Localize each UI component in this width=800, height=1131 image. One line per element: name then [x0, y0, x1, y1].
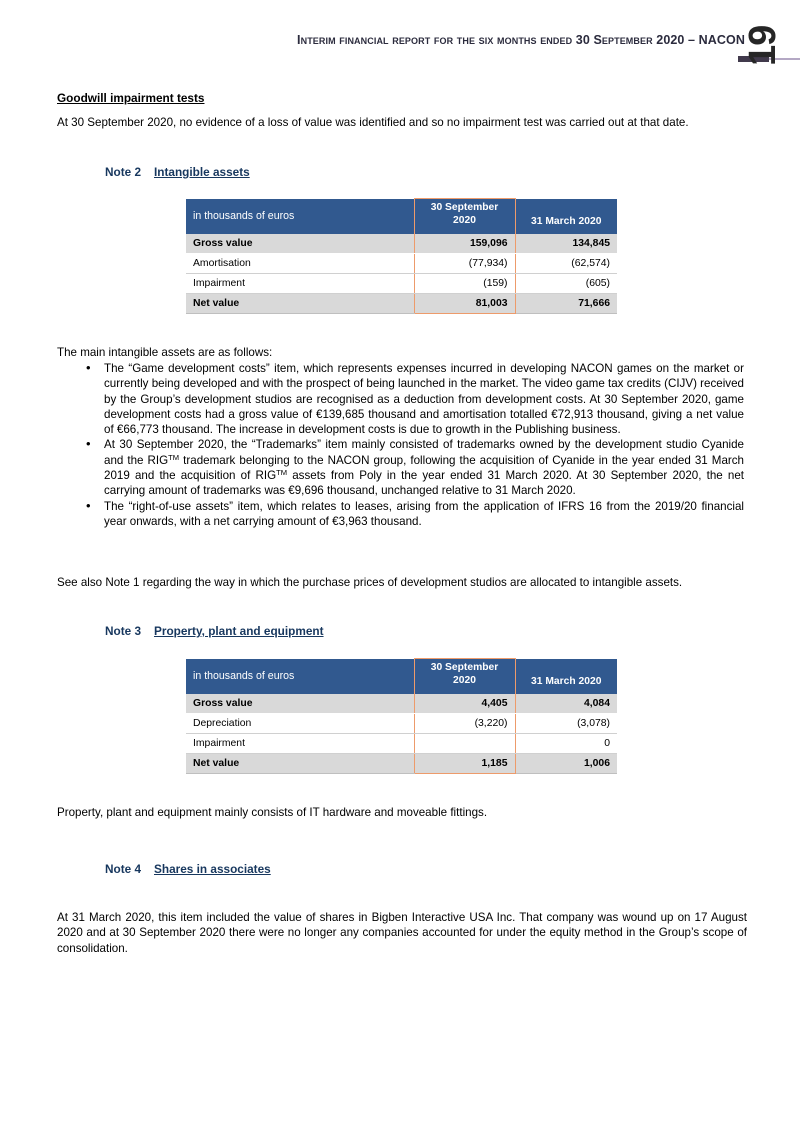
row-label: Gross value — [186, 234, 414, 254]
row-previous: (62,574) — [515, 253, 617, 273]
note4-label: Note 4 — [105, 862, 142, 876]
note2-bullet-list — [57, 361, 744, 529]
col-header-current — [414, 199, 515, 234]
note3-title: Property, plant and equipment — [154, 624, 324, 638]
row-label: Impairment — [186, 273, 414, 293]
row-current: (77,934) — [414, 253, 515, 273]
row-label: Amortisation — [186, 253, 414, 273]
trademark-superscript-1: TM — [168, 452, 180, 462]
list-item-text: The “Game development costs” item, which represents expenses incurred in developing NACON games on the market or currently being developed and with the prospect of being launched in the market. The video game tax credits (CIJV) received by the Group’s development studios are recognised as a deduction from development costs. At 30 September 2020, game development costs had a gross value of €139,685 thousand and amortisation totalled €72,913 thousand, giving a net value of €66,773 thousand. The increase in development costs is due to growth in the Publishing business. — [104, 362, 744, 437]
row-current: 159,096 — [414, 234, 515, 254]
col-header-previous: 31 March 2020 — [515, 659, 617, 694]
col-header-label: in thousands of euros — [186, 199, 414, 234]
row-current: 81,003 — [414, 293, 515, 313]
list-item-text: The “right-of-use assets” item, which relates to leases, arising from the application of IFRS 16 from the 2019/20 financial year onwards, with a net carrying amount of €3,963 thousand. — [104, 499, 744, 528]
col-header-current-line2: 2020 — [453, 214, 476, 226]
goodwill-heading: Goodwill impairment tests — [57, 91, 205, 105]
list-item-text — [104, 438, 744, 497]
row-label: Gross value — [186, 694, 414, 714]
row-label: Net value — [186, 753, 414, 773]
bullet-icon: • — [86, 360, 91, 375]
row-previous: 0 — [515, 733, 617, 753]
running-header — [0, 33, 745, 47]
table-row — [186, 733, 617, 753]
note2-title: Intangible assets — [154, 165, 250, 179]
trademark-text-part3: assets from Poly in the year ended 31 March 2020. At 30 September 2020, the net carrying amount of trademarks was €9,696 thousand, unchanged relative to 31 March 2020. — [104, 469, 744, 498]
list-item — [57, 437, 744, 498]
goodwill-paragraph: At 30 September 2020, no evidence of a loss of value was identified and so no impairment test was carried out at that date. — [57, 116, 689, 129]
note2-heading — [105, 165, 250, 179]
note3-label: Note 3 — [105, 624, 142, 638]
table-header-row — [186, 199, 617, 234]
page-number: 19 — [742, 25, 784, 66]
col-header-current — [414, 659, 515, 694]
row-label: Impairment — [186, 733, 414, 753]
table-row — [186, 253, 617, 273]
trademark-text-part2: trademark belonging to the NACON group, following the acquisition of Cyanide in the year ended 31 March 2019 and the acquisition of RIG — [104, 453, 744, 483]
col-header-current-line2: 2020 — [453, 674, 476, 686]
note2-closing: See also Note 1 regarding the way in which the purchase prices of development studios are allocated to intangible assets. — [57, 576, 683, 589]
row-label: Net value — [186, 293, 414, 313]
row-label: Depreciation — [186, 713, 414, 733]
list-item — [57, 499, 744, 530]
note4-title: Shares in associates — [154, 862, 271, 876]
table-header-row — [186, 659, 617, 694]
trademark-superscript-2: TM — [276, 468, 288, 478]
row-previous: (3,078) — [515, 713, 617, 733]
table-row — [186, 753, 617, 773]
row-previous: 71,666 — [515, 293, 617, 313]
note2-label: Note 2 — [105, 165, 142, 179]
row-previous: 134,845 — [515, 234, 617, 254]
note3-closing: Property, plant and equipment mainly consists of IT hardware and moveable fittings. — [57, 806, 488, 819]
col-header-label: in thousands of euros — [186, 659, 414, 694]
table-row — [186, 713, 617, 733]
row-previous: (605) — [515, 273, 617, 293]
table-row — [186, 234, 617, 254]
bullet-icon: • — [86, 497, 91, 513]
note4-paragraph: At 31 March 2020, this item included the value of shares in Bigben Interactive USA Inc. That company was wound up on 17 August 2020 and at 30 September 2020 there were no longer any companies accounted for under the equity method in the Group’s scope of consolidation. — [57, 911, 747, 955]
col-header-previous: 31 March 2020 — [515, 199, 617, 234]
col-header-current-line1: 30 September — [430, 202, 499, 214]
list-item — [57, 361, 744, 437]
property-plant-equipment-table — [186, 658, 617, 774]
row-current: (3,220) — [414, 713, 515, 733]
note2-intro: The main intangible assets are as follows: — [57, 346, 273, 359]
note4-heading — [105, 862, 271, 876]
intangible-assets-table — [186, 198, 617, 314]
row-previous: 4,084 — [515, 694, 617, 714]
row-previous: 1,006 — [515, 753, 617, 773]
trademark-text-part1: At 30 September 2020, the “Trademarks” item mainly consisted of trademarks owned by the development studio Cyanide and the RIG — [104, 438, 744, 467]
row-current: (159) — [414, 273, 515, 293]
table-row — [186, 694, 617, 714]
row-current: 1,185 — [414, 753, 515, 773]
running-header-text: Interim financial report for the six months ended 30 September 2020 – NACON — [297, 33, 745, 47]
row-current — [414, 733, 515, 753]
col-header-current-line1: 30 September — [430, 662, 499, 674]
table-row — [186, 293, 617, 313]
table-row — [186, 273, 617, 293]
note3-heading — [105, 624, 324, 638]
bullet-icon: • — [86, 436, 91, 452]
row-current: 4,405 — [414, 694, 515, 714]
